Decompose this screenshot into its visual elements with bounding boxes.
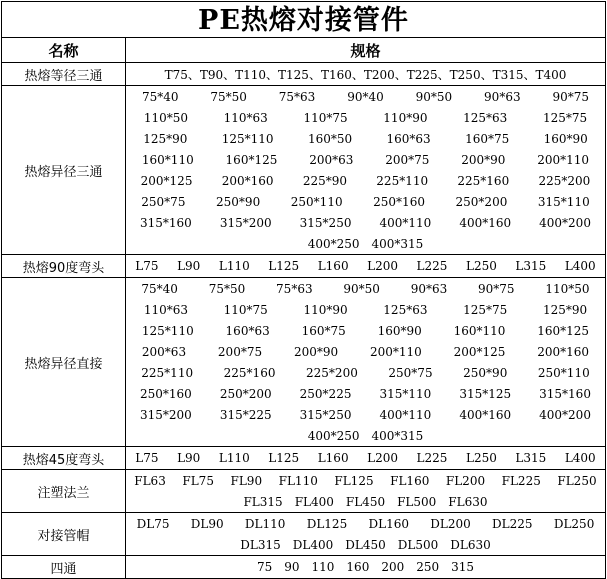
spec-value: 315*160 (140, 215, 192, 230)
spec-value: 200*160 (221, 173, 274, 188)
row-spec (126, 447, 606, 470)
spec-value: 200*75 (217, 344, 263, 359)
spec-value: FL200 (445, 473, 486, 488)
spec-value: FL125 (334, 473, 374, 488)
spec-value: L75 (135, 451, 159, 465)
spec-value: DL225 (492, 516, 533, 531)
spec-value: 250*90 (463, 365, 508, 380)
spec-value: 160*63 (225, 323, 270, 338)
spec-value: FL250 (557, 473, 597, 488)
spec-value: DL315 (240, 537, 281, 552)
spec-value: 125*90 (143, 131, 188, 146)
spec-value: 75*63 (278, 89, 316, 104)
spec-line (126, 107, 605, 128)
spec-value: 125*75 (542, 110, 588, 125)
spec-value: L110 (218, 451, 250, 465)
spec-value: 75*63 (276, 281, 313, 296)
spec-value: 110*50 (143, 110, 188, 125)
spec-value: DL250 (553, 516, 595, 531)
spec-value: L400 (564, 259, 596, 273)
spec-value: L75 (135, 259, 159, 273)
spec-value: 125*90 (542, 302, 588, 317)
spec-value: 400*200 (539, 215, 591, 230)
spec-value: 250*200 (219, 386, 272, 401)
spec-value: 200*90 (461, 152, 506, 167)
spec-line (126, 425, 605, 446)
table-row (2, 513, 606, 556)
spec-value: 160*110 (141, 152, 194, 167)
spec-value: 200*110 (537, 152, 590, 167)
spec-value: DL200 (430, 516, 471, 531)
spec-value: DL630 (450, 537, 491, 552)
spec-value: 315*200 (219, 215, 272, 230)
spec-line (126, 341, 605, 362)
spec-value: L110 (218, 259, 250, 273)
spec-value: 110*75 (303, 110, 348, 125)
table-row (2, 255, 606, 278)
row-name: 注塑法兰 (2, 470, 126, 513)
spec-value: L160 (317, 451, 349, 465)
spec-value: 250*160 (140, 386, 192, 401)
spec-value: 75 (256, 560, 273, 574)
spec-value: 225*160 (457, 173, 510, 188)
row-spec (126, 556, 606, 579)
table-row (2, 470, 606, 513)
row-spec (126, 470, 606, 513)
spec-value: 200*63 (309, 152, 354, 167)
spec-value: 160*125 (225, 152, 278, 167)
header-name: 名称 (2, 38, 126, 63)
spec-value: L315 (515, 259, 547, 273)
fittings-table (1, 37, 606, 579)
spec-value: FL500 (397, 494, 437, 509)
row-name: 对接管帽 (2, 513, 126, 556)
spec-line (126, 86, 605, 107)
spec-value: 125*110 (141, 323, 194, 338)
spec-value: L225 (416, 259, 448, 273)
spec-value: 110*63 (223, 110, 268, 125)
spec-value: 400*160 (459, 215, 512, 230)
spec-line (126, 233, 605, 254)
spec-value: 200*110 (369, 344, 422, 359)
spec-value: 160*63 (386, 131, 431, 146)
spec-value: DL110 (244, 516, 286, 531)
spec-value: 200*90 (293, 344, 339, 359)
spec-value: 225*110 (141, 365, 194, 380)
spec-value: 225*200 (306, 365, 358, 380)
spec-value: 250*200 (455, 194, 508, 209)
spec-value: DL160 (368, 516, 409, 531)
row-name: 热熔45度弯头 (2, 447, 126, 470)
spec-line (126, 383, 605, 404)
spec-value: 90*63 (484, 89, 521, 104)
spec-line (126, 362, 605, 383)
row-name: 热熔异径直接 (2, 278, 126, 447)
spec-value: DL450 (345, 537, 386, 552)
spec-value: L250 (465, 451, 497, 465)
spec-value: 315*110 (379, 386, 432, 401)
spec-value: 200*125 (453, 344, 506, 359)
spec-value: 315*250 (299, 407, 352, 422)
spec-value: FL110 (278, 473, 318, 488)
spec-value: L250 (465, 259, 497, 273)
spec-value: 110*90 (383, 110, 428, 125)
spec-value: 315*200 (140, 407, 192, 422)
spec-line (126, 513, 605, 534)
row-spec (126, 513, 606, 556)
spec-value: 110 (311, 560, 335, 574)
spec-value: 160*90 (377, 323, 422, 338)
spec-value: T75、T90、T110、T125、T160、T200、T225、T250、T315、T400 (164, 67, 567, 82)
spec-value: DL90 (190, 516, 224, 531)
row-spec (126, 63, 606, 86)
spec-value: FL315 (243, 494, 283, 509)
spec-value: L400 (564, 451, 596, 465)
row-name: 热熔90度弯头 (2, 255, 126, 278)
spec-value: 225*90 (302, 173, 348, 188)
spec-value: 200*125 (140, 173, 193, 188)
spec-value: 125*110 (221, 131, 274, 146)
spec-line (126, 63, 605, 85)
spec-value: FL630 (448, 494, 488, 509)
spec-value: FL90 (230, 473, 263, 488)
spec-value: 225*200 (538, 173, 591, 188)
header-spec: 规格 (126, 38, 606, 63)
spec-value: 90 (284, 560, 300, 574)
spec-value: 110*90 (303, 302, 348, 317)
spec-value: 315*110 (537, 194, 590, 209)
row-name: 热熔异径三通 (2, 86, 126, 255)
spec-line (126, 404, 605, 425)
spec-value: 75*40 (141, 89, 179, 104)
spec-value: 400*250 (307, 236, 360, 251)
spec-value: 400*200 (539, 407, 591, 422)
spec-line (126, 128, 605, 149)
spec-value: 110*75 (223, 302, 268, 317)
spec-value: 250*110 (290, 194, 343, 209)
spec-value: 110*50 (545, 281, 590, 296)
spec-line (126, 470, 605, 491)
spec-value: DL400 (292, 537, 334, 552)
spec-value: 160*110 (453, 323, 506, 338)
row-spec (126, 86, 606, 255)
row-spec (126, 255, 606, 278)
spec-value: FL63 (134, 473, 166, 488)
spec-value: 90*75 (552, 89, 590, 104)
spec-line (126, 320, 605, 341)
spec-value: 75*50 (210, 89, 247, 104)
spec-value: 315*125 (459, 386, 512, 401)
spec-value: 250*110 (537, 365, 590, 380)
spec-value: 90*63 (410, 281, 448, 296)
spec-value: 250*225 (299, 386, 352, 401)
spec-value: 250*90 (216, 194, 261, 209)
spec-line (126, 191, 605, 212)
spec-value: L225 (416, 451, 448, 465)
spec-value: 125*63 (383, 302, 428, 317)
page-title: PE热熔对接管件 (1, 1, 606, 37)
spec-value: 400*315 (371, 236, 424, 251)
header-row (2, 38, 606, 63)
spec-line (126, 447, 605, 469)
spec-value: 125*75 (463, 302, 508, 317)
spec-value: 200 (381, 560, 405, 574)
spec-value: DL500 (397, 537, 439, 552)
table-row (2, 447, 606, 470)
spec-value: 160*50 (307, 131, 353, 146)
table-row (2, 86, 606, 255)
spec-value: 250*75 (141, 194, 186, 209)
spec-value: 400*250 (307, 428, 360, 443)
spec-line (126, 556, 605, 578)
spec-line (126, 299, 605, 320)
table-row (2, 556, 606, 579)
spec-value: FL160 (390, 473, 430, 488)
spec-value: L90 (177, 259, 201, 273)
table-row (2, 278, 606, 447)
spec-value: L125 (268, 259, 300, 273)
spec-value: 400*315 (371, 428, 424, 443)
spec-sheet (1, 1, 606, 577)
spec-value: 400*110 (379, 215, 432, 230)
spec-value: 315*250 (299, 215, 352, 230)
spec-value: 225*160 (223, 365, 276, 380)
spec-value: 110*63 (143, 302, 188, 317)
spec-value: 75*40 (141, 281, 178, 296)
spec-value: 200*160 (537, 344, 590, 359)
spec-value: 90*50 (343, 281, 380, 296)
spec-value: 90*50 (415, 89, 453, 104)
spec-value: L200 (367, 259, 398, 273)
spec-value: 315*225 (219, 407, 272, 422)
spec-value: L90 (177, 451, 201, 465)
spec-line (126, 278, 605, 299)
spec-line (126, 212, 605, 233)
spec-value: 125*63 (463, 110, 508, 125)
spec-value: DL75 (136, 516, 170, 531)
spec-value: FL450 (345, 494, 386, 509)
spec-value: FL400 (294, 494, 334, 509)
spec-value: 250 (416, 560, 440, 574)
spec-value: FL75 (182, 473, 214, 488)
spec-value: 315*160 (539, 386, 591, 401)
spec-value: 75*50 (208, 281, 246, 296)
spec-value: FL225 (501, 473, 541, 488)
spec-value: 160*125 (537, 323, 590, 338)
spec-line (126, 491, 605, 512)
spec-value: L125 (268, 451, 300, 465)
spec-value: 200*63 (141, 344, 187, 359)
spec-line (126, 534, 605, 555)
spec-value: 315 (451, 560, 475, 574)
spec-value: L315 (515, 451, 547, 465)
row-name: 四通 (2, 556, 126, 579)
spec-value: L200 (367, 451, 398, 465)
spec-value: 160*90 (543, 131, 588, 146)
spec-line (126, 170, 605, 191)
spec-value: 250*75 (388, 365, 433, 380)
row-spec (126, 278, 606, 447)
table-row (2, 63, 606, 86)
spec-value: 90*40 (347, 89, 384, 104)
spec-value: 400*160 (459, 407, 512, 422)
spec-value: 90*75 (478, 281, 515, 296)
spec-value: 250*160 (373, 194, 425, 209)
spec-value: DL125 (306, 516, 348, 531)
spec-value: 160*75 (465, 131, 510, 146)
spec-value: 225*110 (376, 173, 429, 188)
spec-value: 160 (346, 560, 370, 574)
spec-line (126, 149, 605, 170)
row-name: 热熔等径三通 (2, 63, 126, 86)
spec-value: L160 (317, 259, 349, 273)
spec-line (126, 255, 605, 277)
spec-value: 200*75 (385, 152, 430, 167)
spec-value: 400*110 (379, 407, 432, 422)
spec-value: 160*75 (301, 323, 346, 338)
